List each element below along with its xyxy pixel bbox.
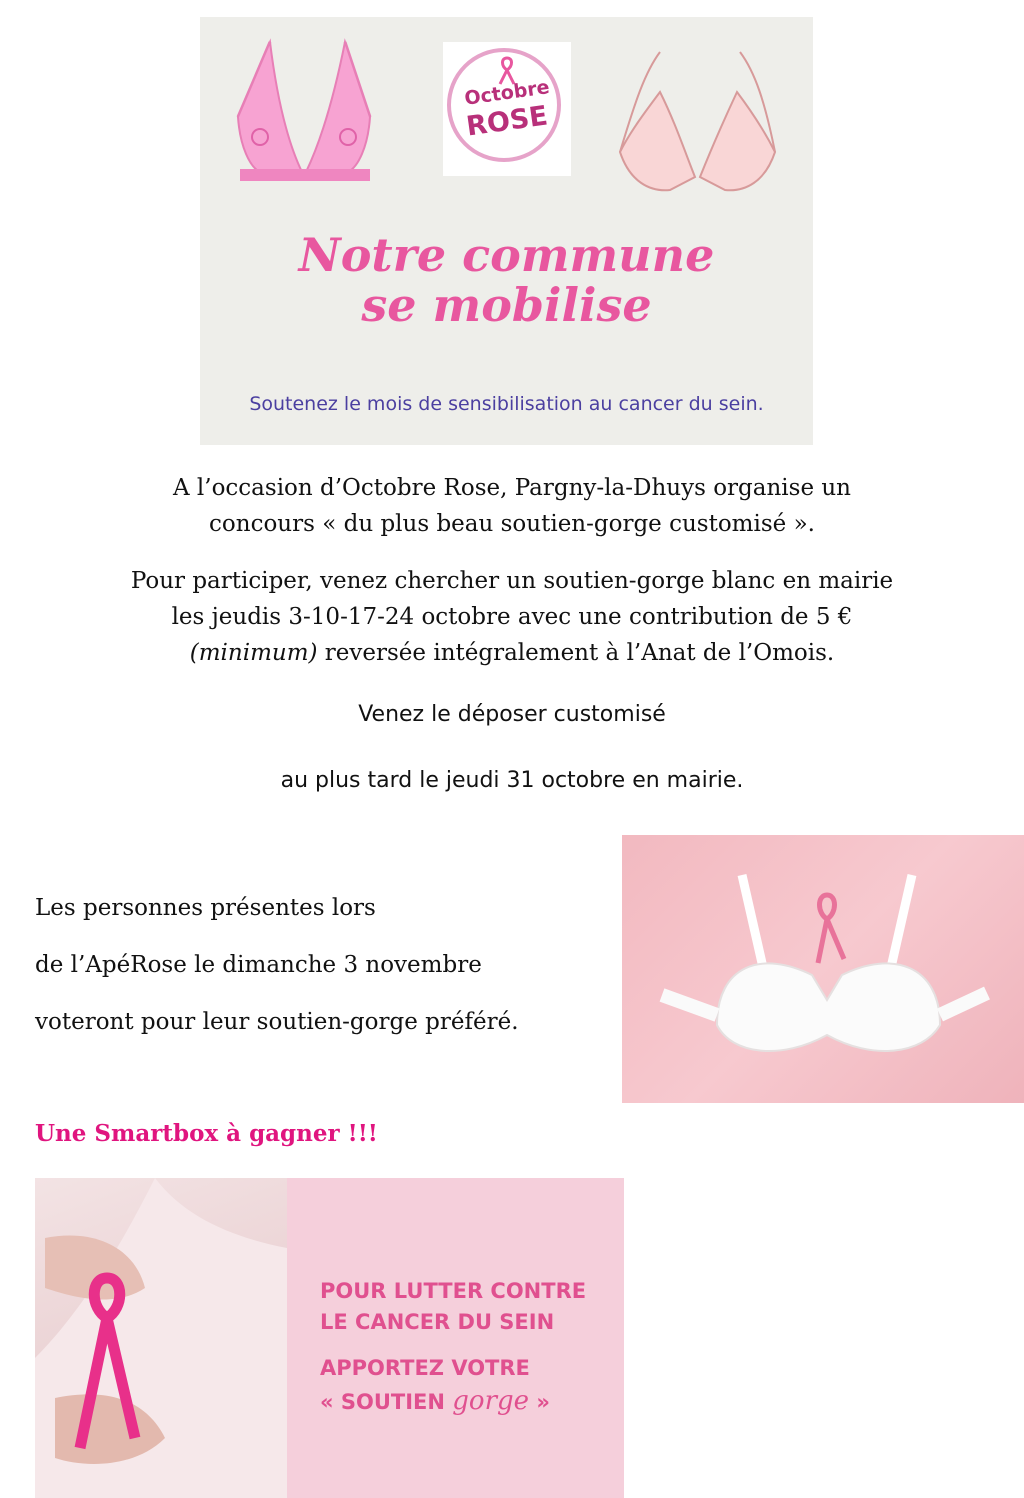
- participation-line1: Pour participer, venez chercher un soutien-gorge blanc en mairie: [130, 568, 894, 594]
- banner-subline: Soutenez le mois de sensibilisation au cancer du sein.: [249, 393, 764, 415]
- poster-line1: POUR LUTTER CONTRE: [320, 1279, 587, 1303]
- smartbox-prize-heading: Une Smartbox à gagner !!!: [35, 1120, 378, 1147]
- deposit-line: Venez le déposer customisé: [358, 702, 666, 727]
- participation-paragraph: [20, 563, 1004, 671]
- intro-paragraph: [40, 470, 984, 542]
- deadline-line: au plus tard le jeudi 31 octobre en mairie.: [280, 768, 744, 793]
- vote-line2: de l’ApéRose le dimanche 3 novembre: [35, 952, 482, 978]
- poster-line4-b: »: [529, 1390, 550, 1414]
- vote-line1: Les personnes présentes lors: [35, 895, 376, 921]
- white-bra-icon: [622, 835, 1024, 1103]
- poster-script-word: gorge: [452, 1386, 530, 1416]
- poster-line4-a: « SOUTIEN: [320, 1390, 453, 1414]
- bra-illustration-left-icon: [230, 37, 380, 197]
- participation-line3: [20, 635, 1004, 671]
- octobre-rose-logo: [443, 42, 571, 176]
- banner-headline: [200, 230, 813, 330]
- headline-line1: Notre commune: [298, 228, 715, 282]
- participation-line3-rest: reversée intégralement à l’Anat de l’Omois.: [317, 640, 835, 666]
- intro-line1: A l’occasion d’Octobre Rose, Pargny-la-Dhuys organise un: [172, 475, 851, 501]
- poster-line4: [320, 1386, 550, 1418]
- vote-line3: voteront pour leur soutien-gorge préféré.: [35, 1009, 519, 1035]
- white-bra-photo: [622, 835, 1024, 1103]
- bra-illustration-right-icon: [615, 42, 785, 202]
- intro-line2: concours « du plus beau soutien-gorge customisé ».: [209, 511, 815, 537]
- awareness-poster: [35, 1178, 624, 1498]
- poster-text-block1: [320, 1276, 586, 1338]
- poster-photo: [35, 1178, 287, 1498]
- poster-line3: APPORTEZ VOTRE: [320, 1356, 530, 1380]
- headline-line2: se mobilise: [361, 278, 652, 332]
- logo-text-rose: ROSE: [464, 100, 550, 143]
- minimum-note: (minimum): [189, 640, 318, 666]
- vote-paragraph: [35, 880, 615, 1051]
- poster-line2: LE CANCER DU SEIN: [320, 1310, 555, 1334]
- participation-line2: les jeudis 3-10-17-24 octobre avec une contribution de 5 €: [171, 604, 853, 630]
- logo-text-octobre: Octobre: [463, 76, 551, 110]
- hands-ribbon-icon: [35, 1178, 287, 1498]
